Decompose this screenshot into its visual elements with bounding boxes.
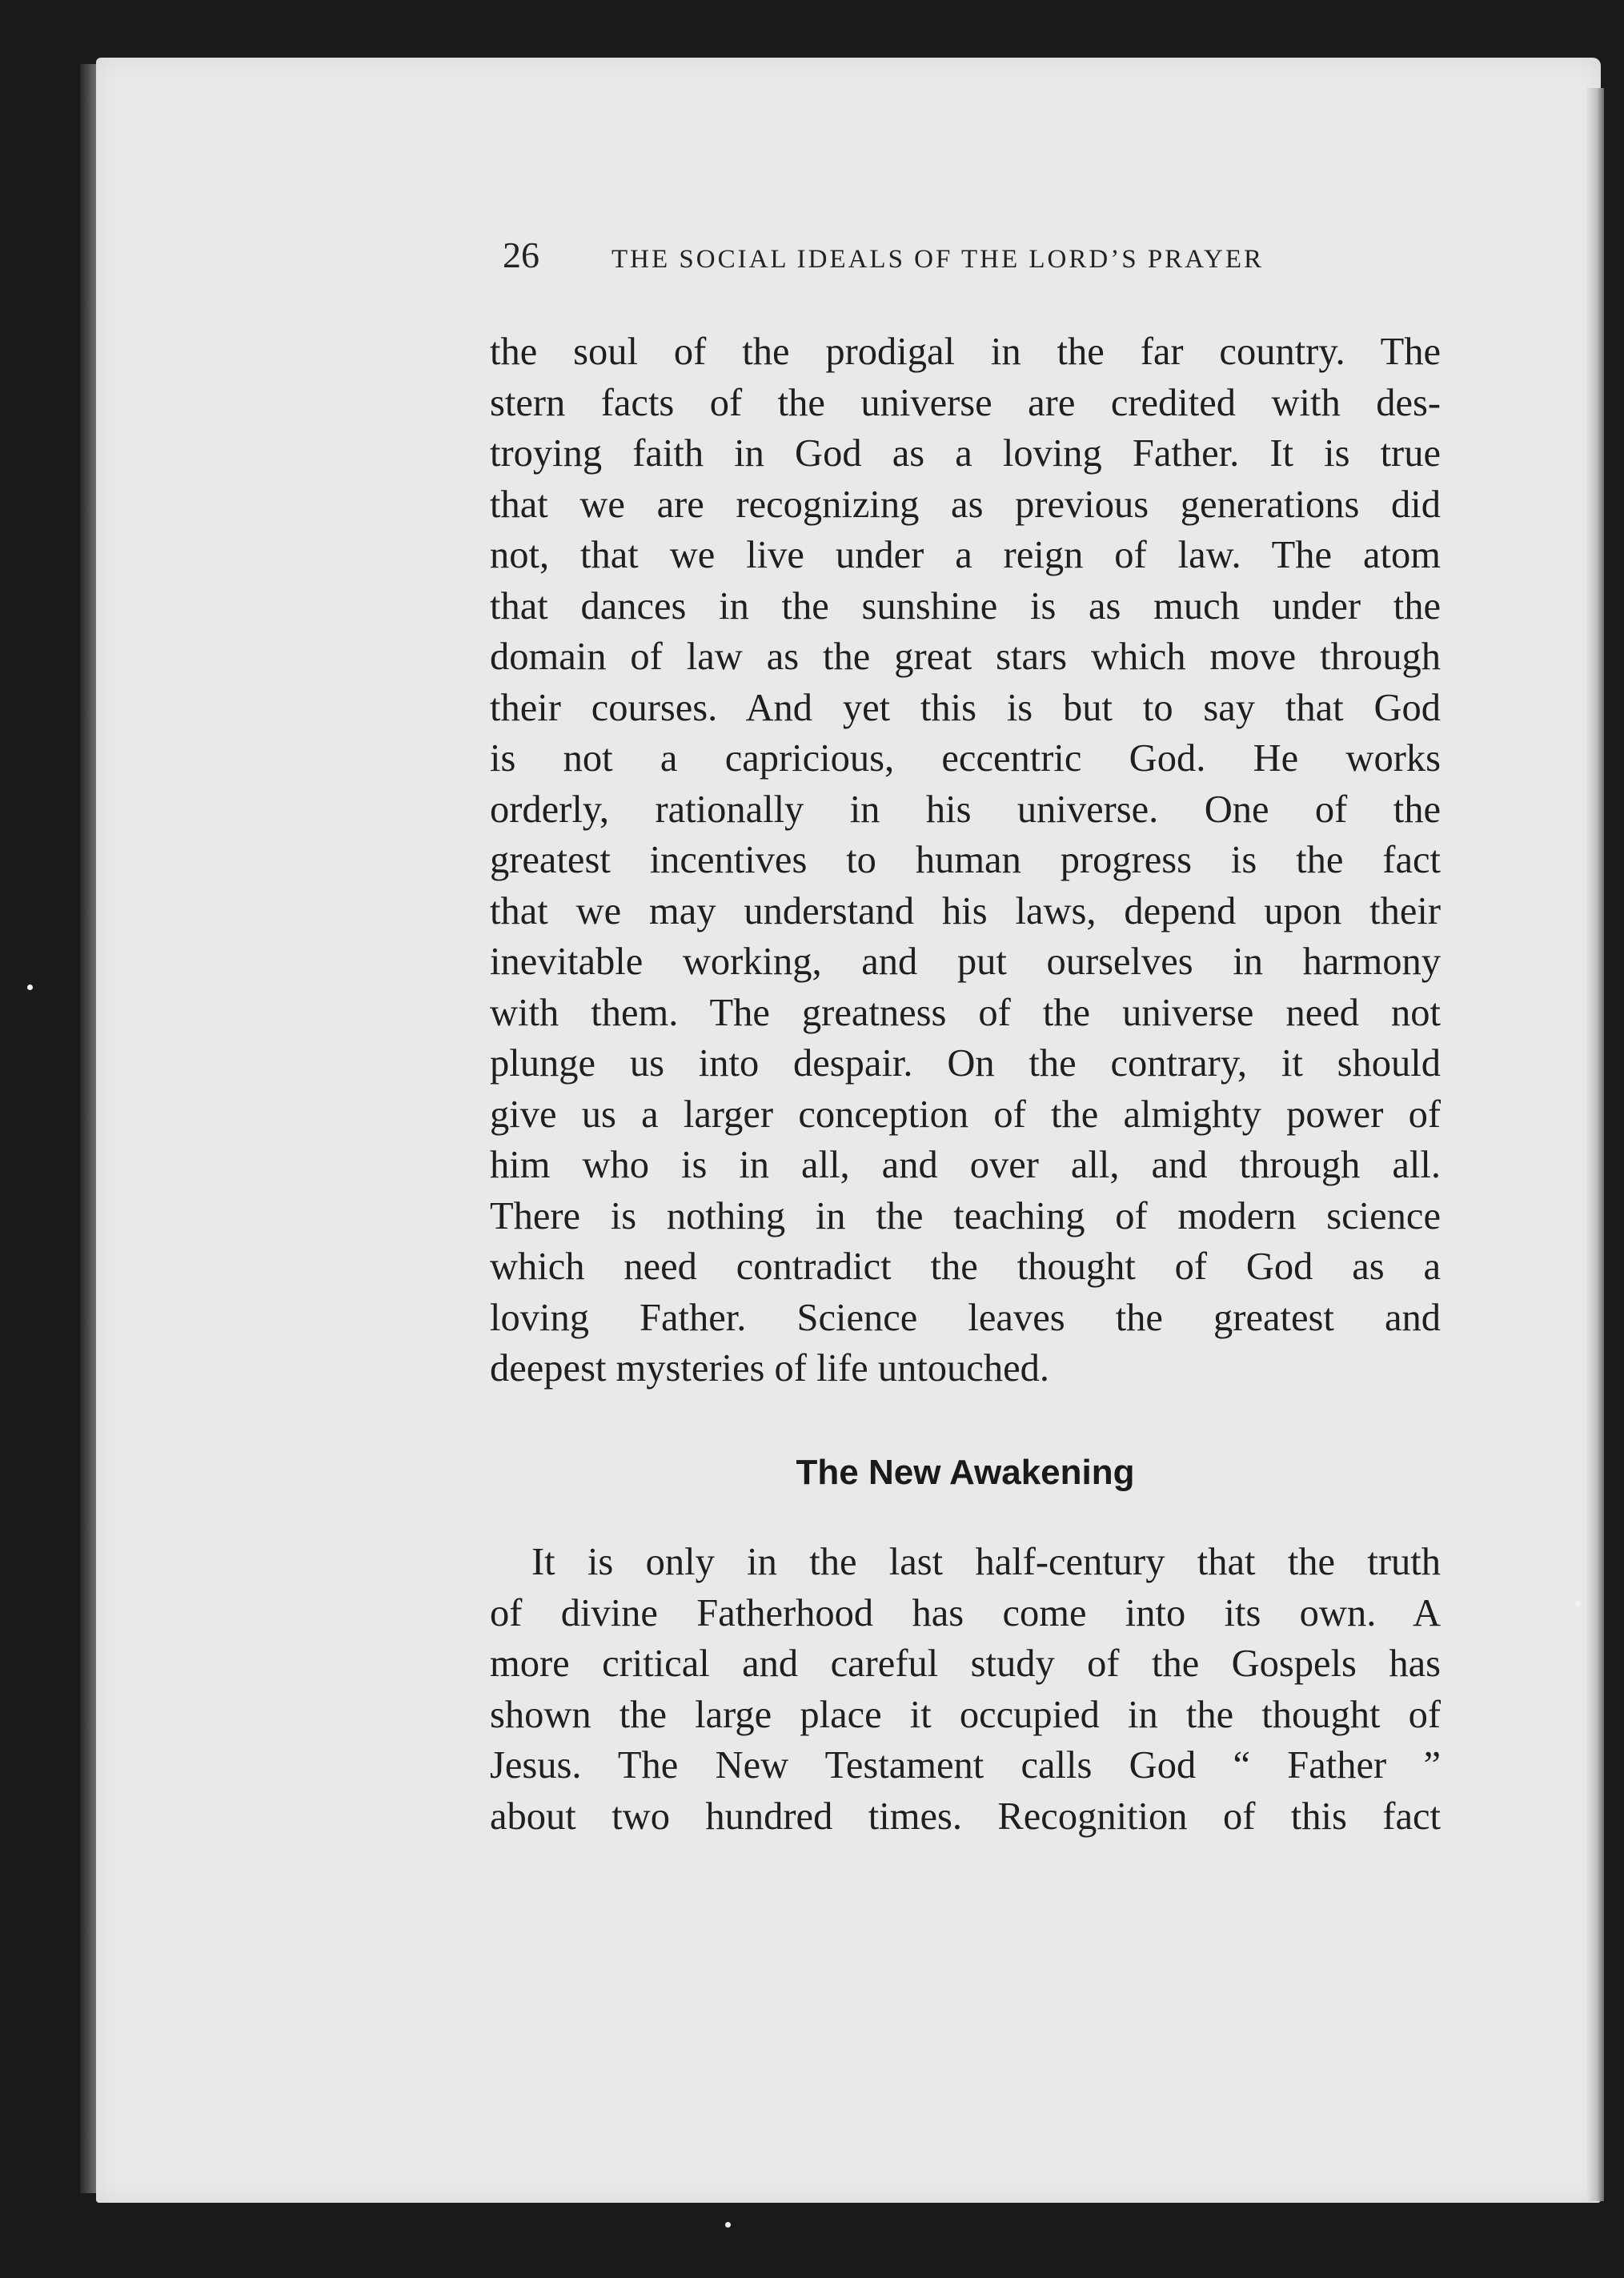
text-line: shown the large place it occupied in the thought of: [490, 1693, 1441, 1736]
scan-speck: [725, 2222, 731, 2228]
text-line: more critical and careful study of the Gospels has: [490, 1642, 1441, 1685]
section-heading: The New Awakening: [796, 1453, 1135, 1492]
text-line: him who is in all, and over all, and through all.: [490, 1144, 1441, 1186]
text-line: that we may understand his laws, depend upon their: [490, 889, 1441, 932]
page-right-edge: [1586, 88, 1604, 2201]
text-line: not, that we live under a reign of law. The atom: [490, 534, 1441, 576]
text-line: is not a capricious, eccentric God. He works: [490, 737, 1441, 780]
text-line: It is only in the last half-century that the truth: [531, 1541, 1441, 1583]
text-line: with them. The greatness of the universe need not: [490, 991, 1441, 1034]
running-title: THE SOCIAL IDEALS OF THE LORD’S PRAYER: [612, 245, 1264, 274]
text-line: the soul of the prodigal in the far country. The: [490, 331, 1441, 373]
page-number: 26: [503, 235, 539, 275]
text-line: Jesus. The New Testament calls God “ Father ”: [490, 1744, 1441, 1787]
paragraph-2: [490, 1537, 1441, 1842]
text-line: stern facts of the universe are credited with des-: [490, 381, 1441, 424]
paragraph-1: [490, 327, 1441, 1394]
text-line: domain of law as the great stars which move through: [490, 636, 1441, 678]
text-line: troying faith in God as a loving Father. It is true: [490, 432, 1441, 475]
text-line: greatest incentives to human progress is the fact: [490, 839, 1441, 881]
scan-speck: [27, 985, 33, 990]
text-line: that we are recognizing as previous generations did: [490, 483, 1441, 526]
text-line: orderly, rationally in his universe. One of the: [490, 788, 1441, 831]
text-line: give us a larger conception of the almighty power of: [490, 1093, 1441, 1136]
text-line: about two hundred times. Recognition of this fact: [490, 1795, 1441, 1838]
text-line: inevitable working, and put ourselves in harmony: [490, 940, 1441, 983]
text-line: There is nothing in the teaching of modern science: [490, 1194, 1441, 1237]
text-line: plunge us into despair. On the contrary, it should: [490, 1042, 1441, 1085]
page-header: [503, 234, 1431, 282]
text-line: that dances in the sunshine is as much under the: [490, 584, 1441, 628]
text-line: which need contradict the thought of God as a: [490, 1245, 1441, 1288]
scan-speck: [1575, 1601, 1581, 1606]
text-line: loving Father. Science leaves the greatest and: [490, 1296, 1441, 1339]
text-line: their courses. And yet this is but to say that God: [490, 686, 1441, 729]
text-line: deepest mysteries of life untouched.: [490, 1347, 1049, 1390]
text-line: of divine Fatherhood has come into its own. A: [490, 1591, 1441, 1634]
